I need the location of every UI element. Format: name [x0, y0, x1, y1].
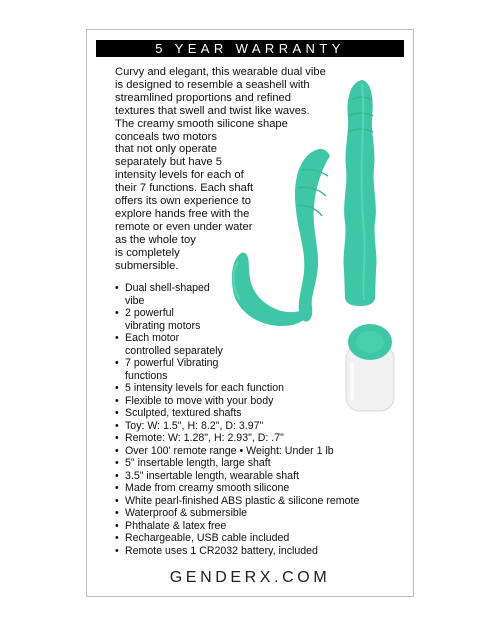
description-line: is designed to resemble a seashell with — [115, 78, 310, 91]
list-item: • Sculpted, textured shafts — [115, 407, 242, 419]
bullet-marker: • — [115, 407, 119, 419]
bullet-marker: • — [115, 432, 119, 444]
bullet-marker: • — [115, 544, 119, 557]
list-item: • 7 powerful Vibrating functions — [115, 357, 219, 382]
list-item: • Phthalate & latex free — [115, 519, 227, 532]
description-line: explore hands free with the — [115, 207, 250, 220]
bullet-marker: • — [115, 307, 119, 319]
description-line: offers its own experience to — [115, 195, 251, 208]
bullet-marker: • — [115, 482, 119, 494]
bullet-marker: • — [115, 444, 119, 457]
list-item: • 2 powerful vibrating motors — [115, 307, 201, 332]
description-line: that not only operate — [115, 143, 218, 156]
brand-website: GENDERX.COM — [169, 569, 331, 586]
list-item: • Rechargeable, USB cable included — [115, 532, 290, 544]
description-line: intensity levels for each of — [115, 169, 244, 182]
bullet-marker: • — [115, 394, 119, 407]
list-item: • Made from creamy smooth silicone — [115, 482, 290, 494]
bullet-marker: • — [115, 282, 119, 294]
list-item: • 5 intensity levels for each function — [115, 382, 284, 394]
bullet-marker: • — [115, 382, 119, 394]
list-item: • Remote: W: 1.28", H: 2.93", D: .7" — [115, 432, 284, 444]
description-line: is completely — [115, 246, 180, 259]
bullet-marker: • — [115, 357, 119, 369]
feature-list — [115, 282, 405, 557]
bullet-marker: • — [115, 457, 119, 469]
description-line: The creamy smooth silicone shape — [115, 117, 288, 130]
bullet-marker: • — [115, 332, 119, 344]
list-item: • Remote uses 1 CR2032 battery, included — [115, 544, 318, 557]
description-line: Curvy and elegant, this wearable dual vibe — [115, 66, 326, 78]
list-item: • Waterproof & submersible — [115, 507, 248, 519]
description-line: textures that swell and twist like waves. — [115, 104, 310, 117]
bullet-marker: • — [115, 519, 119, 532]
list-item: • 5" insertable length, large shaft — [115, 457, 271, 469]
list-item: • White pearl-finished ABS plastic & silicone remote — [115, 494, 360, 507]
list-item: • Each motor controlled separately — [115, 332, 223, 357]
description-line: streamlined proportions and refined — [115, 91, 291, 104]
description-line: submersible. — [115, 259, 179, 272]
description-line: as the whole toy — [115, 233, 196, 246]
description-line: conceals two motors — [115, 130, 217, 143]
list-item: • Over 100' remote range • Weight: Under 1 lb — [115, 444, 334, 457]
description-line: separately but have 5 — [115, 156, 222, 169]
bullet-marker: • — [115, 419, 119, 432]
list-item: • Toy: W: 1.5", H: 8.2", D: 3.97" — [115, 419, 264, 432]
bullet-marker: • — [115, 507, 119, 519]
list-item: • Flexible to move with your body — [115, 394, 274, 407]
description-line: their 7 functions. Each shaft — [115, 182, 254, 195]
bullet-marker: • — [115, 532, 119, 544]
bullet-marker: • — [115, 494, 119, 507]
warranty-banner: 5 YEAR WARRANTY — [96, 40, 404, 57]
list-item: • 3.5" insertable length, wearable shaft — [115, 469, 299, 482]
vibe-long-shaft-image — [344, 80, 377, 306]
bullet-marker: • — [115, 469, 119, 482]
list-item: • Dual shell-shaped vibe — [115, 282, 210, 307]
description-line: remote or even under water — [115, 220, 253, 233]
